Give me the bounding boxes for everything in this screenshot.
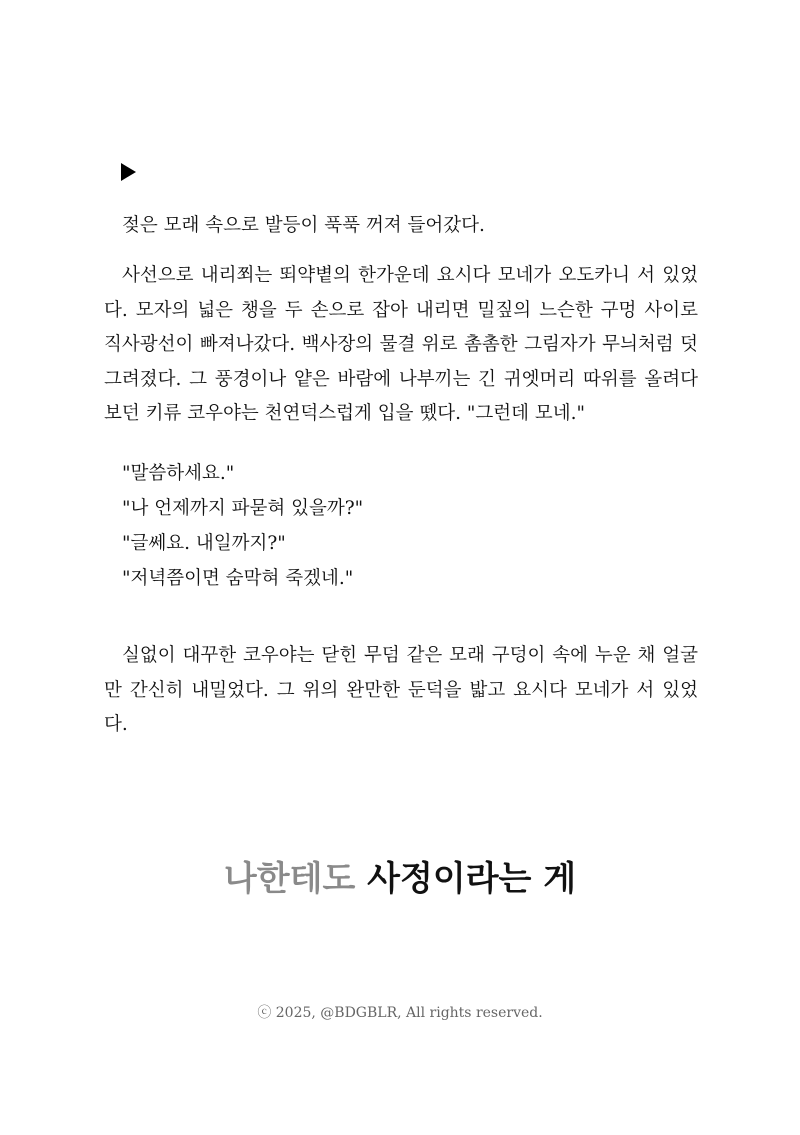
play-triangle-icon	[121, 163, 136, 181]
paragraph-1: 젖은 모래 속으로 발등이 푹푹 꺼져 들어갔다.	[122, 215, 485, 236]
paragraph-3: 실없이 대꾸한 코우야는 닫힌 무덤 같은 모래 구덩이 속에 누운 채 얼굴만 간신히 내밀었다. 그 위의 완만한 둔덕을 밟고 요시다 모네가 서 있었다.	[104, 645, 698, 735]
dialogue-line: "말씀하세요."	[122, 463, 235, 484]
dialogue-block	[122, 456, 682, 596]
dialogue-line: "저녁쯤이면 숨막혀 죽겠네."	[122, 568, 354, 589]
chapter-title	[0, 855, 800, 903]
dialogue-line: "글쎄요. 내일까지?"	[122, 533, 286, 554]
copyright-notice: ⓒ 2025, @BDGBLR, All rights reserved.	[257, 1005, 543, 1021]
paragraph-2: 사선으로 내리쬐는 뙤약볕의 한가운데 요시다 모네가 오도카니 서 있었다. 모자의 넓은 챙을 두 손으로 잡아 내리면 밀짚의 느슨한 구멍 사이로 직사광선이 빠져나갔다. 백사장의 물결 위로 촘촘한 그림자가 무늬처럼 덧그려졌다. 그 풍경이나 얕은 바람에 나부끼는 긴 귀엣머리 따위를 올려다보던 키류 코우야는 천연덕스럽게 입을 뗐다. "그런데 모네."	[104, 265, 698, 424]
dialogue-line: "나 언제까지 파묻혀 있을까?"	[122, 498, 364, 519]
title-part-dark: 사정이라는 게	[367, 859, 577, 899]
title-part-gray: 나한테도	[223, 859, 356, 899]
